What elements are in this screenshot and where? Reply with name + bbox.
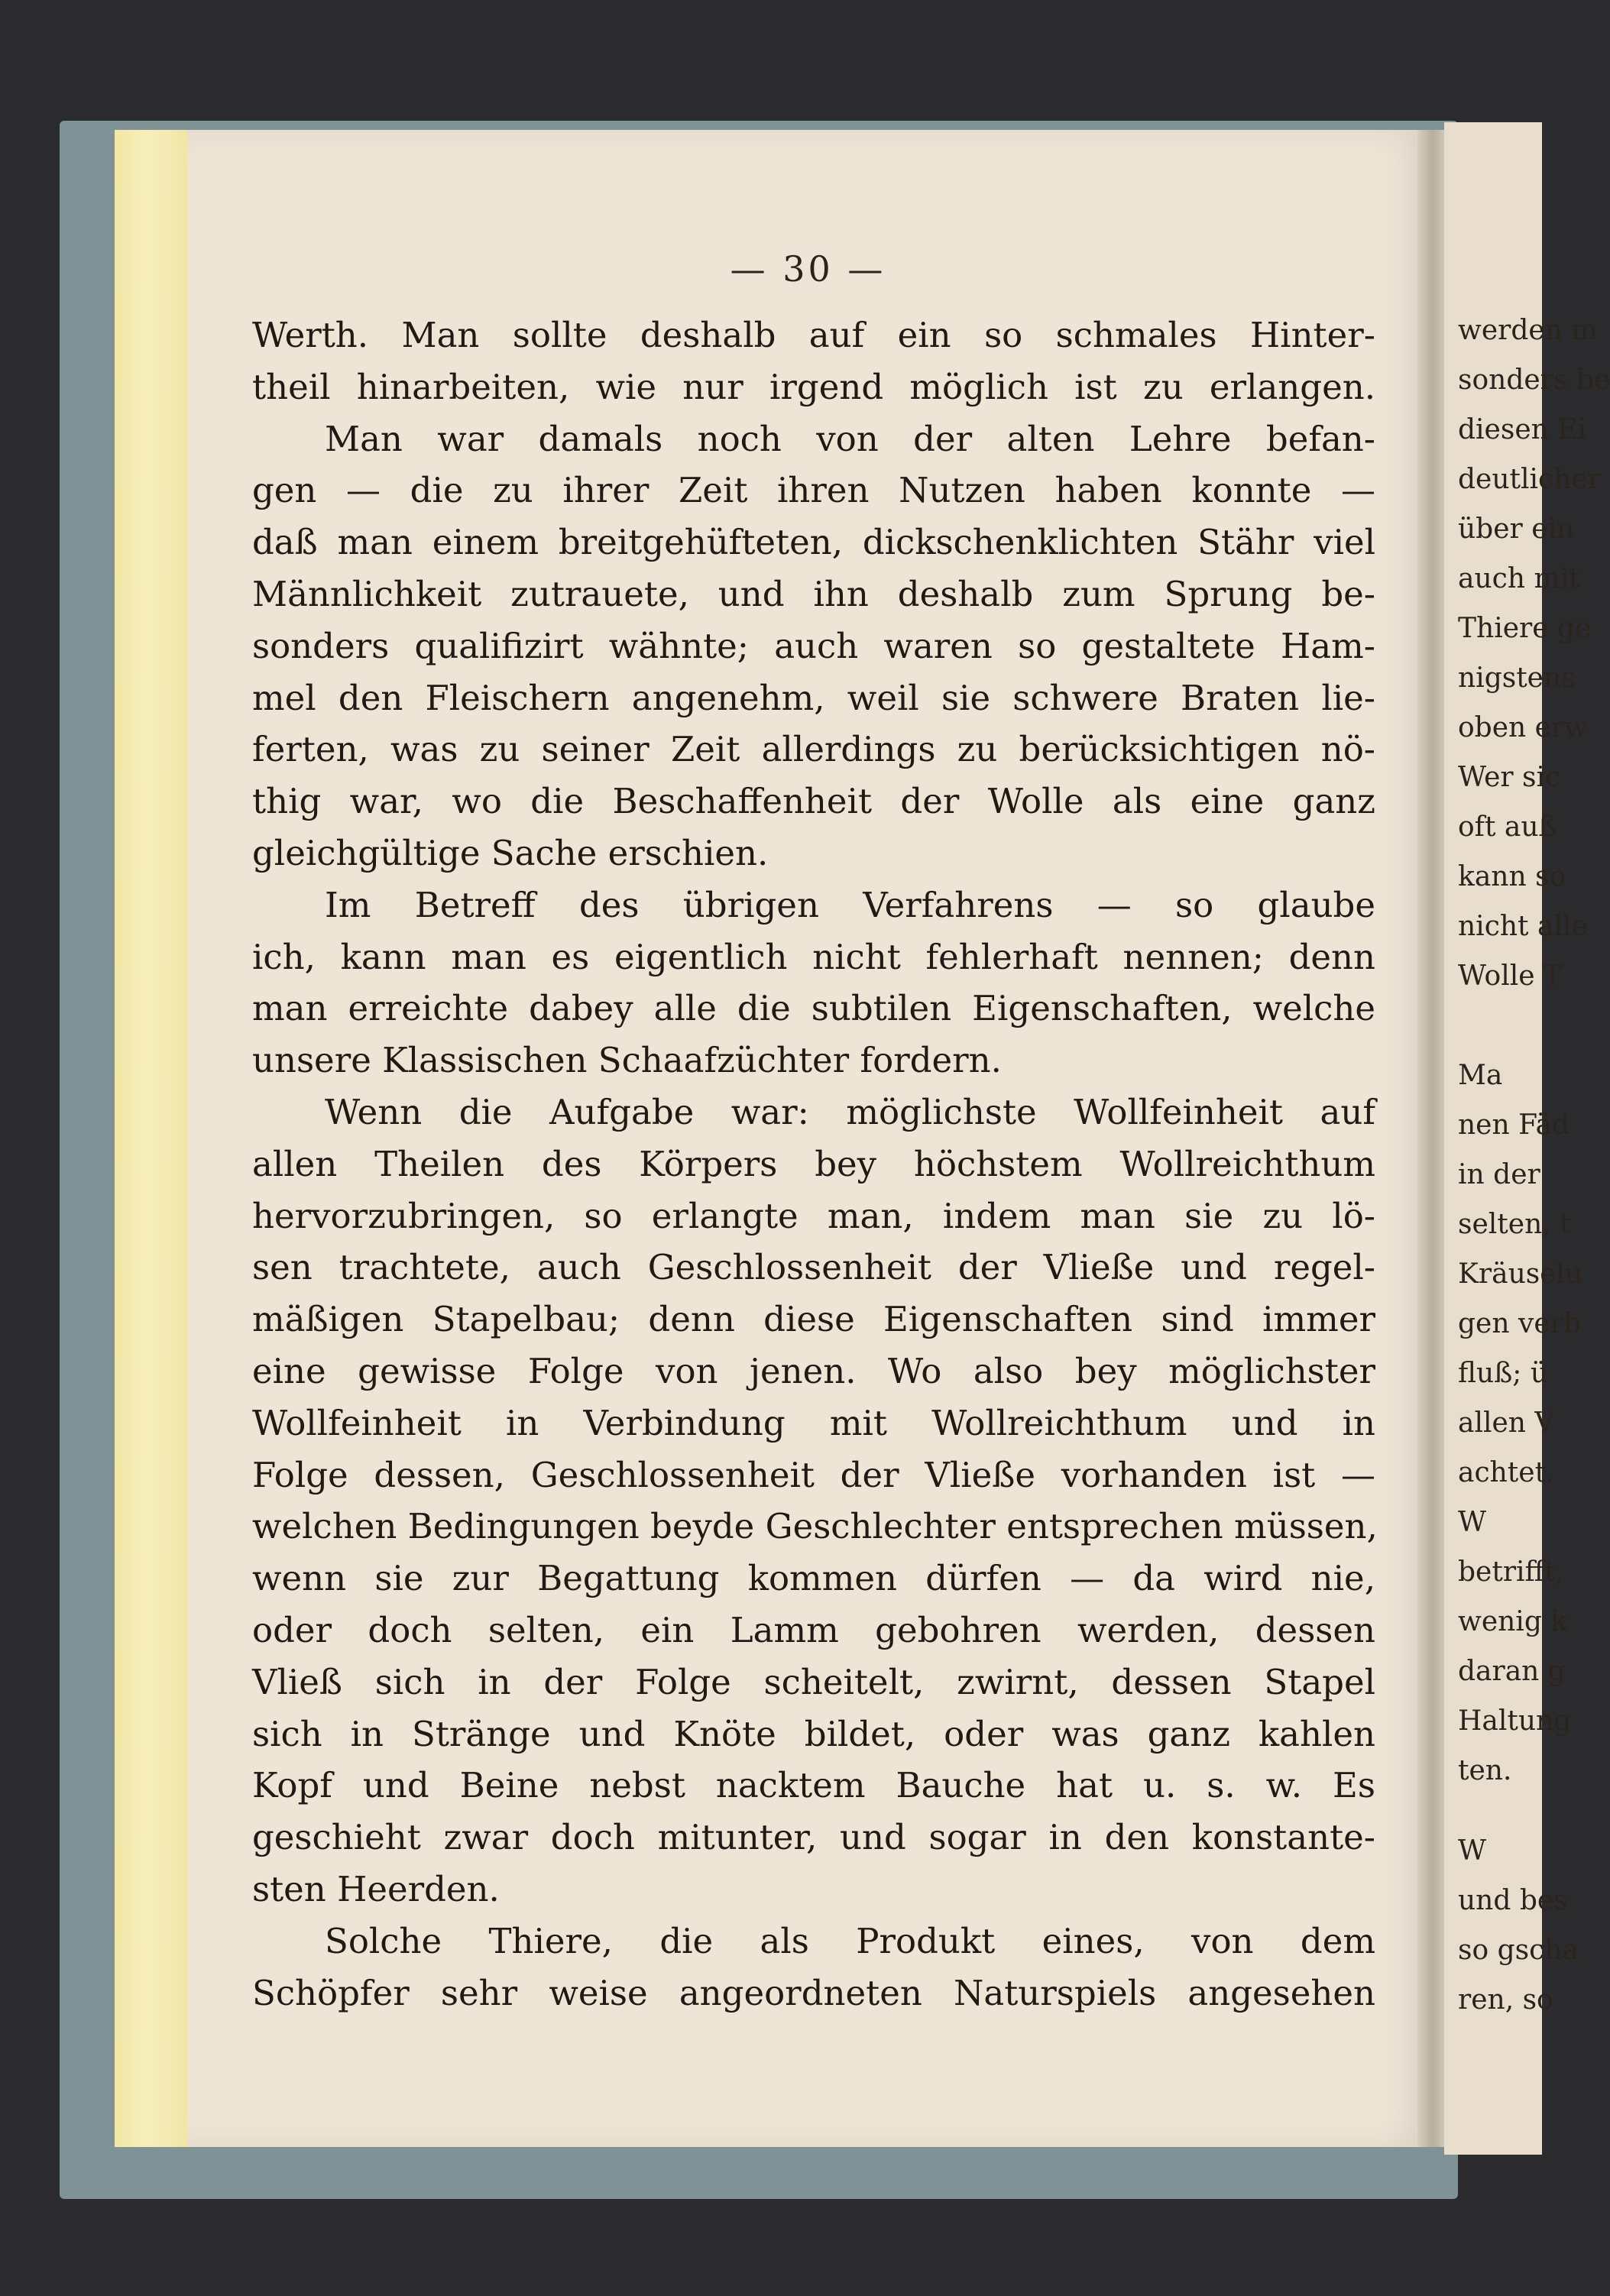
text-line: theil hinarbeiten, wie nur irgend möglich ist zu erlangen. <box>252 366 1375 407</box>
facing-page-line: oben erw <box>1458 712 1588 743</box>
text-line: sonders qualifizirt wähnte; auch waren so gestaltete Ham- <box>252 625 1375 666</box>
page-number: — 30 — <box>730 248 886 290</box>
text-line: allen Theilen des Körpers bey höchstem Wollreichthum <box>252 1143 1375 1184</box>
text-line: unsere Klassischen Schaafzüchter fordern. <box>252 1040 1002 1081</box>
facing-page-line: daran g <box>1458 1656 1566 1687</box>
text-line: mel den Fleischern angenehm, weil sie schwere Braten lie- <box>252 677 1375 718</box>
text-line: Im Betreff des übrigen Verfahrens — so glaube <box>325 884 1375 925</box>
facing-page-line: Ma <box>1458 1060 1503 1091</box>
text-line: Wenn die Aufgabe war: möglichste Wollfeinheit auf <box>325 1091 1375 1132</box>
text-line: geschieht zwar doch mitunter, und sogar in den konstante- <box>252 1817 1375 1858</box>
text-line: man erreichte dabey alle die subtilen Eigenschaften, welche <box>252 988 1375 1029</box>
text-line: Folge dessen, Geschlossenheit der Vließe vorhanden ist — <box>252 1454 1375 1495</box>
facing-page-line: Wer sic <box>1458 762 1561 793</box>
facing-page-line: W <box>1458 1835 1487 1867</box>
facing-page-line: wenig k <box>1458 1606 1568 1637</box>
book-gutter <box>1417 130 1448 2147</box>
text-line: Männlichkeit zutrauete, und ihn deshalb zum Sprung be- <box>252 573 1375 614</box>
facing-page-line: selten, t <box>1458 1209 1571 1240</box>
facing-page-line: allen V <box>1458 1407 1555 1439</box>
text-line: ferten, was zu seiner Zeit allerdings zu berücksichtigen nö- <box>252 729 1375 770</box>
text-line: hervorzubringen, so erlangte man, indem man sie zu lö- <box>252 1195 1375 1236</box>
text-line: wenn sie zur Begattung kommen dürfen — da wird nie, <box>252 1558 1375 1599</box>
text-line: Man war damals noch von der alten Lehre befan- <box>325 418 1375 459</box>
text-line: mäßigen Stapelbau; denn diese Eigenschaften sind immer <box>252 1299 1375 1340</box>
text-line: thig war, wo die Beschaffenheit der Wolle als eine ganz <box>252 781 1375 822</box>
facing-page-line: Haltung <box>1458 1705 1572 1737</box>
facing-page-line: ten. <box>1458 1755 1512 1786</box>
text-line: gen — die zu ihrer Zeit ihren Nutzen haben konnte — <box>252 470 1375 511</box>
text-line: sen trachtete, auch Geschlossenheit der Vließe und regel- <box>252 1247 1375 1288</box>
facing-page-line: sonders be <box>1458 364 1610 396</box>
facing-page-line: fluß; ü <box>1458 1358 1549 1389</box>
facing-page-line: Wolle T <box>1458 960 1563 992</box>
text-line: Solche Thiere, die als Produkt eines, von dem <box>325 1920 1375 1961</box>
facing-page-line: W <box>1458 1507 1487 1538</box>
facing-page-fragment <box>1444 122 1610 2155</box>
facing-page-line: in der <box>1458 1159 1540 1190</box>
text-line: Werth. Man sollte deshalb auf ein so schmales Hinter- <box>252 315 1375 355</box>
facing-page-line: nicht alle <box>1458 911 1588 942</box>
facing-page-line: Kräuselu <box>1458 1258 1583 1290</box>
text-line: eine gewisse Folge von jenen. Wo also bey möglichster <box>252 1350 1375 1391</box>
text-line: Kopf und Beine nebst nacktem Bauche hat u. s. w. Es <box>252 1765 1375 1806</box>
facing-page-line: gen verb <box>1458 1308 1581 1339</box>
text-line: daß man einem breitgehüfteten, dickschenklichten Stähr viel <box>252 522 1375 563</box>
text-line: Schöpfer sehr weise angeordneten Naturspiels angesehen <box>252 1972 1375 2013</box>
facing-page-line: nen Fäd <box>1458 1109 1570 1141</box>
text-line: Vließ sich in der Folge scheitelt, zwirnt, dessen Stapel <box>252 1661 1375 1702</box>
page-text <box>252 309 1378 2019</box>
facing-page-line: kann so <box>1458 861 1566 892</box>
text-line: sich in Stränge und Knöte bildet, oder was ganz kahlen <box>252 1713 1375 1754</box>
facing-page-line: oft auß <box>1458 811 1557 843</box>
facing-page-line: werden m <box>1458 315 1598 346</box>
facing-page-line: achtet. <box>1458 1457 1555 1488</box>
facing-page-line: auch mit <box>1458 563 1580 594</box>
text-line: oder doch selten, ein Lamm gebohren werden, dessen <box>252 1609 1375 1650</box>
text-line: ich, kann man es eigentlich nicht fehlerhaft nennen; denn <box>252 936 1375 977</box>
text-line: sten Heerden. <box>252 1868 500 1909</box>
facing-page-line: ren, so <box>1458 1984 1553 2016</box>
facing-page-line: betrifft, <box>1458 1556 1565 1588</box>
facing-page-line: Thiere ge <box>1458 613 1592 644</box>
page-edges <box>115 130 199 2147</box>
text-line: gleichgültige Sache erschien. <box>252 832 769 873</box>
facing-page-line: so gscha <box>1458 1935 1579 1966</box>
text-line: Wollfeinheit in Verbindung mit Wollreichthum und in <box>252 1402 1375 1443</box>
facing-page-line: diesen Ei <box>1458 414 1587 445</box>
facing-page-line: über ein <box>1458 513 1575 545</box>
facing-page-line: deutlicher <box>1458 464 1601 495</box>
facing-page-line: und bes <box>1458 1885 1568 1916</box>
text-line: welchen Bedingungen beyde Geschlechter entsprechen müssen, <box>252 1506 1378 1547</box>
facing-page-line: nigstens <box>1458 662 1576 694</box>
